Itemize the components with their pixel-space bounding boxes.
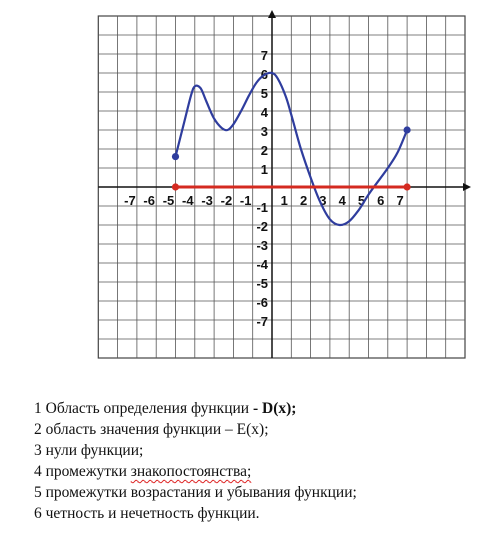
y-tick-label: 7	[260, 48, 268, 63]
y-tick-label: 5	[260, 86, 268, 101]
x-tick-label: -6	[143, 193, 155, 208]
y-tick-label: 2	[260, 143, 268, 158]
x-tick-label: 3	[319, 193, 327, 208]
x-tick-label: 7	[396, 193, 404, 208]
x-tick-label: -1	[239, 193, 252, 208]
endpoint-dot	[172, 153, 179, 160]
y-tick-label: -4	[256, 257, 268, 272]
x-tick-label: 6	[377, 193, 385, 208]
x-tick-label: -4	[182, 193, 194, 208]
endpoint-dot	[404, 183, 411, 190]
axes	[98, 10, 471, 358]
x-tick-label: 2	[299, 193, 308, 208]
y-tick-label: -7	[256, 314, 268, 329]
endpoint-dot	[172, 183, 179, 190]
x-tick-label: -5	[162, 193, 175, 208]
x-tick-label: 5	[357, 193, 366, 208]
y-tick-label: 4	[260, 105, 268, 120]
x-tick-label: -2	[220, 193, 233, 208]
task-item-1: 1 Область определения функции - D(x);	[34, 400, 297, 417]
y-tick-label: -2	[256, 219, 268, 234]
x-tick-label: -7	[124, 193, 136, 208]
x-tick-label: 4	[338, 193, 346, 208]
y-tick-label: -3	[256, 238, 268, 253]
task-item-3: 3 нули функции;	[34, 442, 144, 459]
endpoint-dot	[404, 126, 411, 133]
task-item-6: 6 четность и нечетность функции.	[34, 505, 260, 522]
spellcheck-underlined-word: знакопостоянства;	[130, 463, 252, 480]
y-tick-label: 6	[260, 67, 268, 82]
y-tick-label: 3	[260, 124, 268, 139]
y-axis-arrow	[268, 10, 276, 18]
task-item-5: 5 промежутки возрастания и убывания функции;	[34, 484, 357, 501]
task-list	[34, 398, 357, 524]
y-tick-label: -5	[256, 276, 268, 291]
x-axis-arrow	[463, 183, 471, 191]
task-item-4: 4 промежутки знакопостоянства;	[34, 463, 252, 480]
x-tick-label: 1	[280, 193, 288, 208]
y-tick-label: -1	[256, 200, 268, 215]
x-tick-label: -3	[201, 193, 213, 208]
task-item-2: 2 область значения функции – E(x);	[34, 421, 269, 438]
y-tick-label: -6	[256, 295, 268, 310]
y-tick-label: 1	[260, 162, 268, 177]
